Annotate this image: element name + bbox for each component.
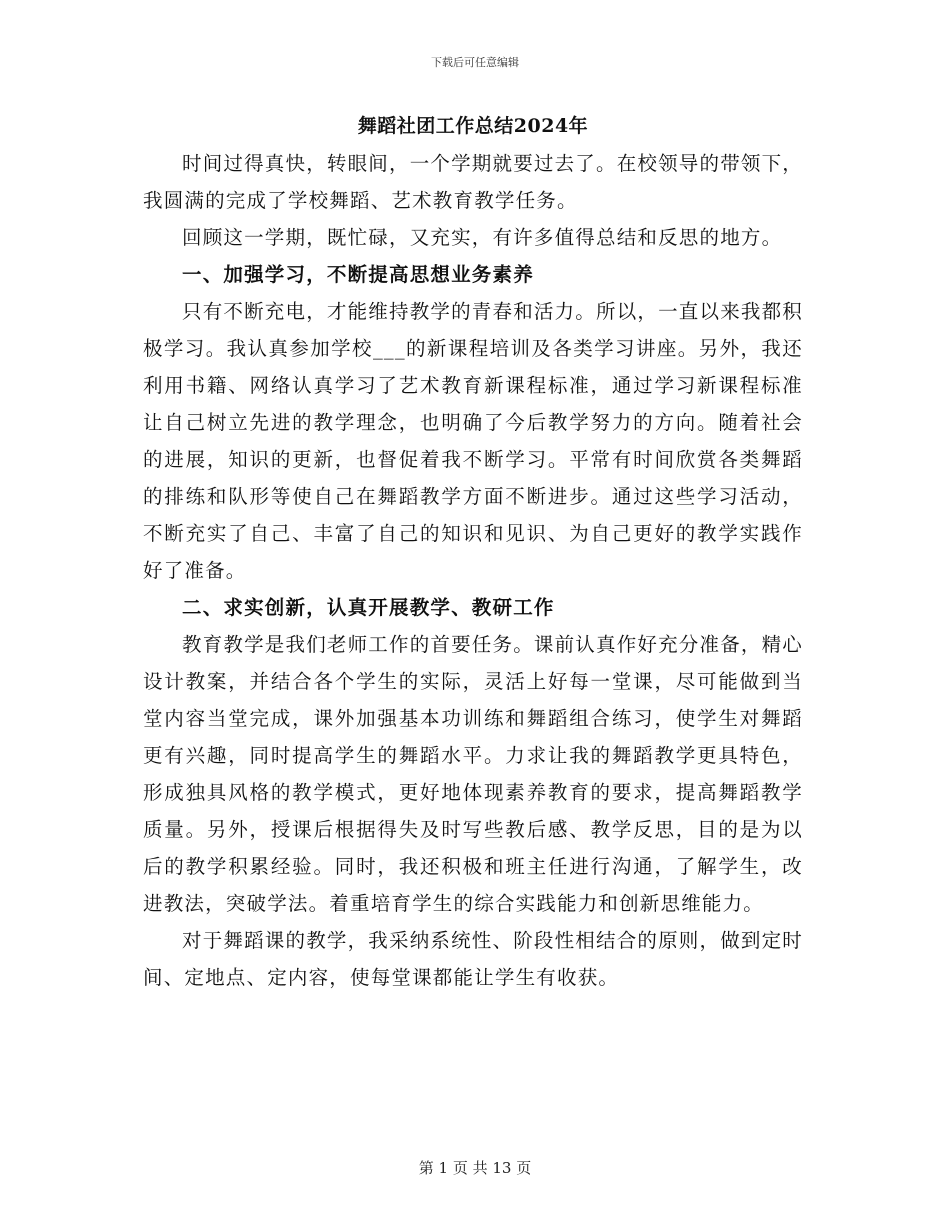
document-body — [143, 108, 803, 996]
section-1-heading: 一、加强学习，不断提高思想业务素养 — [182, 263, 534, 286]
section-2-paragraph-2: 对于舞蹈课的教学，我采纳系统性、阶段性相结合的原则，做到定时间、定地点、定内容，使每堂课都能让学生有收获。 — [143, 929, 804, 989]
section-2-heading: 二、求实创新，认真开展教学、教研工作 — [182, 596, 555, 619]
section-1-paragraph-1: 只有不断充电，才能维持教学的青春和活力。所以，一直以来我都积极学习。我认真参加学校___的新课程培训及各类学习讲座。另外，我还利用书籍、网络认真学习了艺术教育新课程标准，通过学习新课程标准让自己树立先进的教学理念，也明确了今后教学努力的方向。随着社会的进展，知识的更新，也督促着我不断学习。平常有时间欣赏各类舞蹈的排练和队形等使自己在舞蹈教学方面不断进步。通过这些学习活动，不断充实了自己、丰富了自己的知识和见识、为自己更好的教学实践作好了准备。 — [143, 300, 804, 582]
intro-paragraph-1: 时间过得真快，转眼间，一个学期就要过去了。在校领导的带领下，我圆满的完成了学校舞蹈、艺术教育教学任务。 — [143, 152, 804, 212]
section-2-paragraph-1: 教育教学是我们老师工作的首要任务。课前认真作好充分准备，精心设计教案，并结合各个学生的实际，灵活上好每一堂课，尽可能做到当堂内容当堂完成，课外加强基本功训练和舞蹈组合练习，使学生对舞蹈更有兴趣，同时提高学生的舞蹈水平。力求让我的舞蹈教学更具特色，形成独具风格的教学模式，更好地体现素养教育的要求，提高舞蹈教学质量。另外，授课后根据得失及时写些教后感、教学反思，目的是为以后的教学积累经验。同时，我还积极和班主任进行沟通，了解学生，改进教法，突破学法。着重培育学生的综合实践能力和创新思维能力。 — [143, 633, 804, 915]
header-note: 下载后可任意编辑 — [431, 56, 519, 69]
intro-paragraph-2: 回顾这一学期，既忙碌，又充实，有许多值得总结和反思的地方。 — [182, 226, 783, 249]
page-number: 第 1 页 共 13 页 — [418, 1159, 532, 1177]
document-title: 舞蹈社团工作总结2024年 — [357, 115, 589, 137]
